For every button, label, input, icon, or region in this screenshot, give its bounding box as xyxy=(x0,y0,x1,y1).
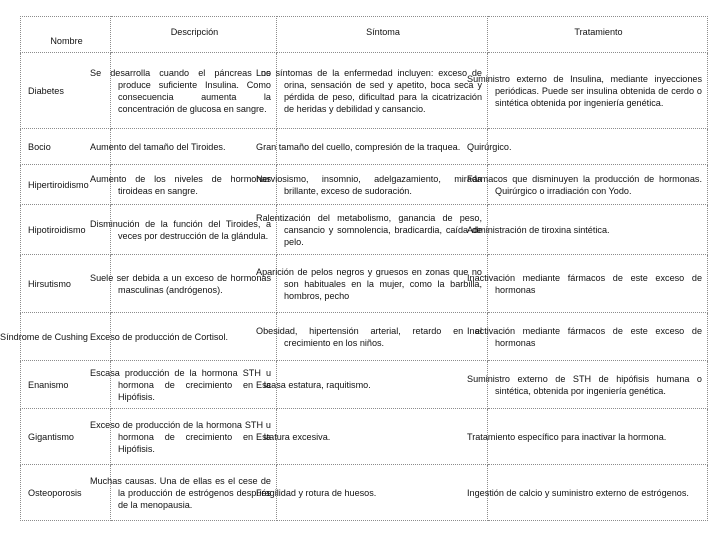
header-treatment: Tratamiento xyxy=(488,17,708,53)
row-name: Síndrome de Cushing xyxy=(21,313,111,361)
row-symptom: Gran tamaño del cuello, compresión de la traquea. xyxy=(277,129,488,165)
row-name: Bocio xyxy=(21,129,111,165)
row-description: Aumento de los niveles de hormonas tiroideas en sangre. xyxy=(111,165,277,205)
row-name: Enanismo xyxy=(21,361,111,409)
row-symptom: Escasa estatura, raquitismo. xyxy=(277,361,488,409)
table-row xyxy=(21,313,708,361)
row-symptom: Obesidad, hipertensión arterial, retardo en el crecimiento en los niños. xyxy=(277,313,488,361)
table-row xyxy=(21,465,708,521)
row-symptom: Aparición de pelos negros y gruesos en zonas que no son habituales en la mujer, como la barbilla, hombros, pecho xyxy=(277,255,488,313)
row-description: Muchas causas. Una de ellas es el cese de la producción de estrógenos después de la menopausia. xyxy=(111,465,277,521)
row-symptom: Los síntomas de la enfermedad incluyen: exceso de orina, sensación de sed y apetito, boca seca y pérdida de peso, dificultad para la cicatrización de heridas y debilidad y cansancio. xyxy=(277,53,488,129)
row-treatment: Inactivación mediante fármacos de este exceso de hormonas xyxy=(488,255,708,313)
table-row xyxy=(21,409,708,465)
row-treatment: Administración de tiroxina sintética. xyxy=(488,205,708,255)
row-description: Se desarrolla cuando el páncreas no produce suficiente Insulina. Como consecuencia aumenta la concentración de glucosa en sangre. xyxy=(111,53,277,129)
header-name: Nombre xyxy=(21,17,111,53)
row-description: Aumento del tamaño del Tiroides. xyxy=(111,129,277,165)
row-name: Hipertiroidismo xyxy=(21,165,111,205)
row-symptom: Fragilidad y rotura de huesos. xyxy=(277,465,488,521)
row-symptom: Nerviosismo, insomnio, adelgazamiento, mirada brillante, exceso de sudoración. xyxy=(277,165,488,205)
table-row xyxy=(21,361,708,409)
row-name: Hipotiroidismo xyxy=(21,205,111,255)
table-row xyxy=(21,129,708,165)
row-name: Diabetes xyxy=(21,53,111,129)
table-row xyxy=(21,53,708,129)
table-row xyxy=(21,205,708,255)
row-treatment: Suministro externo de Insulina, mediante inyecciones periódicas. Puede ser insulina obtenida de cerdo o sintética obtenida por ingeniería genética. xyxy=(488,53,708,129)
row-treatment: Inactivación mediante fármacos de este exceso de hormonas xyxy=(488,313,708,361)
row-name: Hirsutismo xyxy=(21,255,111,313)
row-name: Gigantismo xyxy=(21,409,111,465)
disease-table xyxy=(0,16,708,521)
row-treatment: Fármacos que disminuyen la producción de hormonas. Quirúrgico o irradiación con Yodo. xyxy=(488,165,708,205)
row-description: Disminución de la función del Tiroides, a veces por destrucción de la glándula. xyxy=(111,205,277,255)
row-treatment: Ingestión de calcio y suministro externo de estrógenos. xyxy=(488,465,708,521)
header-description: Descripción xyxy=(111,17,277,53)
row-symptom: Estatura excesiva. xyxy=(277,409,488,465)
row-treatment: Quirúrgico. xyxy=(488,129,708,165)
row-description: Exceso de producción de Cortisol. xyxy=(111,313,277,361)
row-description: Exceso de producción de la hormona STH u hormona de crecimiento en la Hipófisis. xyxy=(111,409,277,465)
header-symptom: Síntoma xyxy=(277,17,488,53)
table-row xyxy=(21,255,708,313)
header-row xyxy=(21,17,708,53)
table-row xyxy=(21,165,708,205)
row-description: Suele ser debida a un exceso de hormonas masculinas (andrógenos). xyxy=(111,255,277,313)
row-treatment: Tratamiento específico para inactivar la hormona. xyxy=(488,409,708,465)
row-name: Osteoporosis xyxy=(21,465,111,521)
row-symptom: Ralentización del metabolismo, ganancia de peso, cansancio y somnolencia, bradicardia, caída de pelo. xyxy=(277,205,488,255)
row-treatment: Suministro externo de STH de hipófisis humana o sintética, obtenida por ingeniería genética. xyxy=(488,361,708,409)
row-description: Escasa producción de la hormona STH u hormona de crecimiento en la Hipófisis. xyxy=(111,361,277,409)
